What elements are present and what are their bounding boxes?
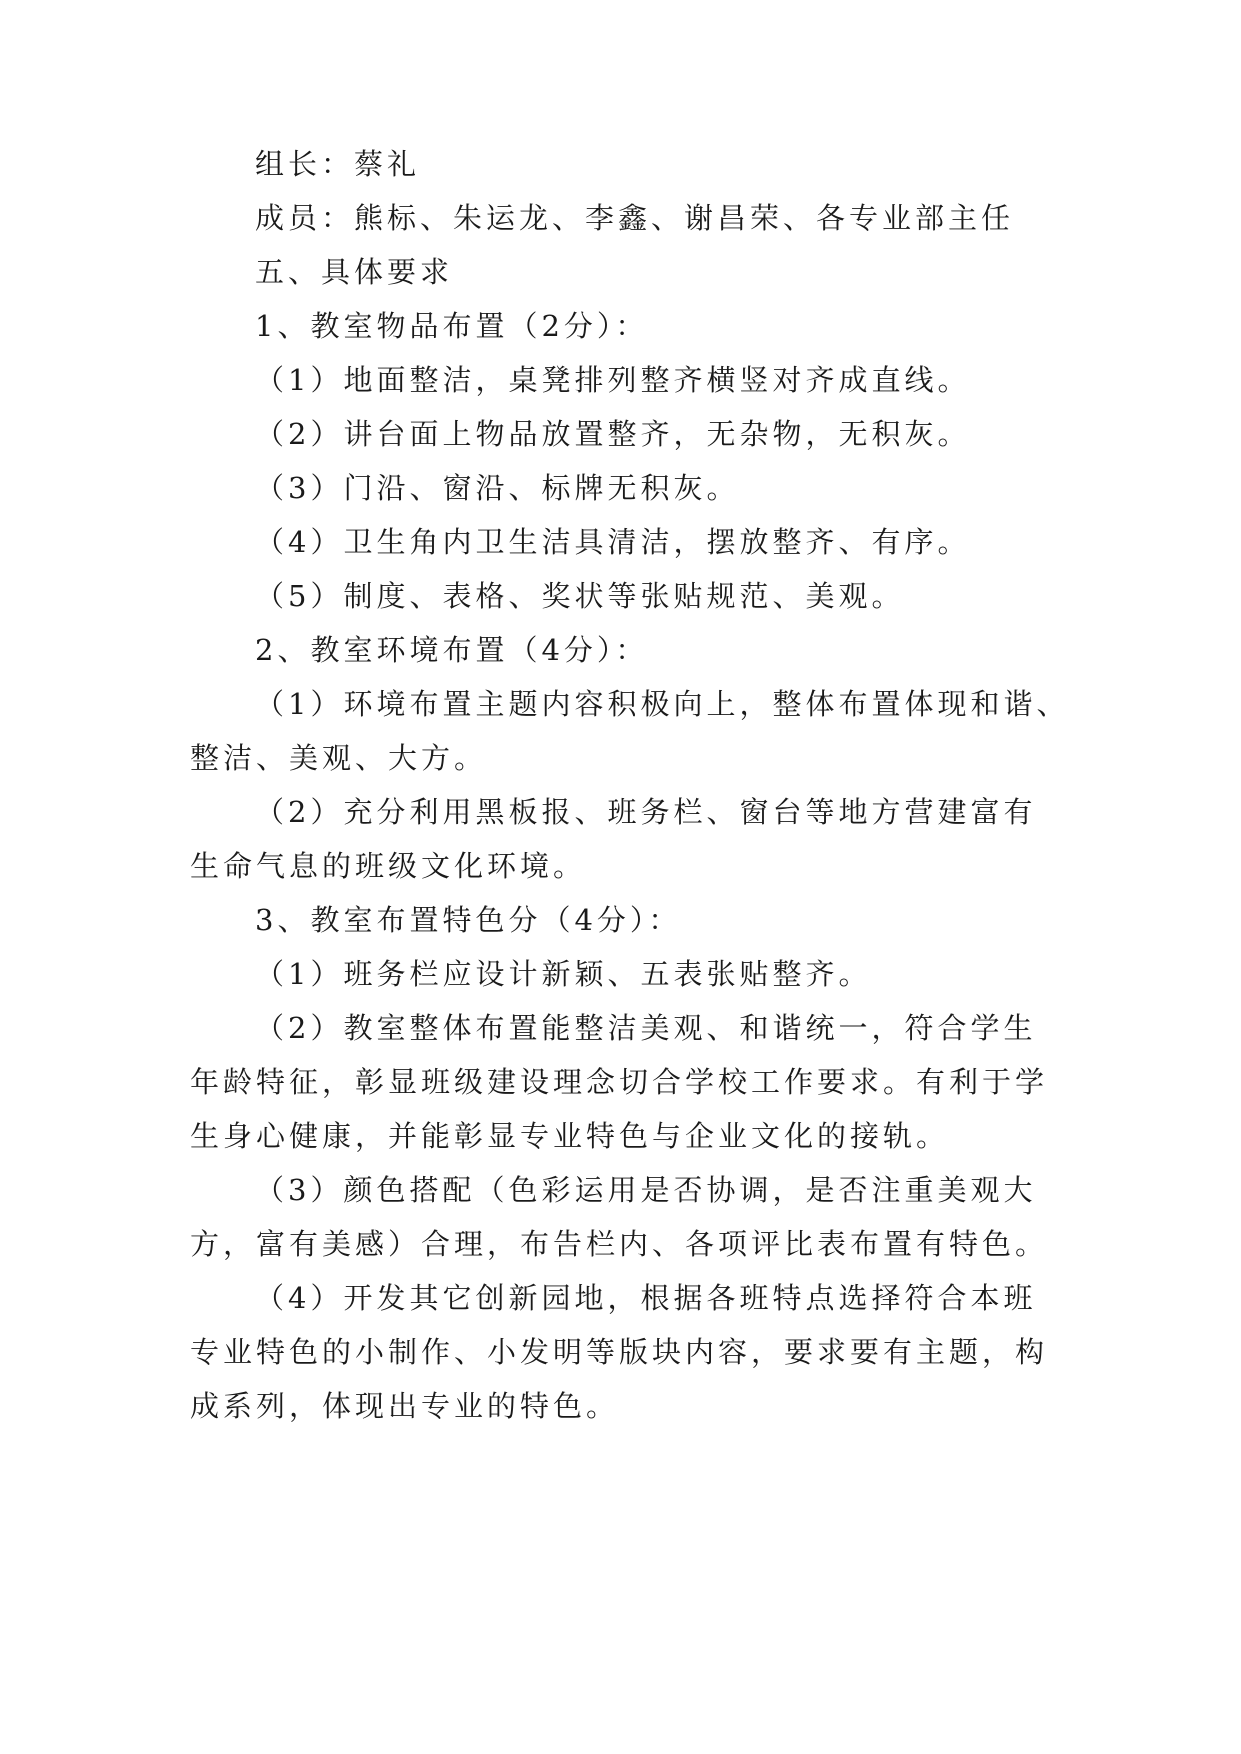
section-heading: 五、具体要求 xyxy=(255,255,454,289)
item-3-2-line-3: 生身心健康，并能彰显专业特色与企业文化的接轨。 xyxy=(190,1119,950,1153)
item-2-2-line-2: 生命气息的班级文化环境。 xyxy=(190,849,587,883)
item-3-4-line-2: 专业特色的小制作、小发明等版块内容，要求要有主题，构 xyxy=(190,1335,1049,1369)
item-3-2-line-2: 年龄特征，彰显班级建设理念切合学校工作要求。有利于学 xyxy=(190,1065,1049,1099)
item-heading-3: 3、教室布置特色分（4分）： xyxy=(255,903,682,937)
leader-line: 组长：蔡礼 xyxy=(255,147,421,181)
item-1-4: （4）卫生角内卫生洁具清洁，摆放整齐、有序。 xyxy=(255,525,971,559)
item-1-2: （2）讲台面上物品放置整齐，无杂物，无积灰。 xyxy=(255,417,971,451)
item-1-1: （1）地面整洁，桌凳排列整齐横竖对齐成直线。 xyxy=(255,363,971,397)
item-3-3-line-1: （3）颜色搭配（色彩运用是否协调，是否注重美观大 xyxy=(255,1173,1037,1207)
item-3-4-line-3: 成系列，体现出专业的特色。 xyxy=(190,1389,620,1423)
item-2-2-line-1: （2）充分利用黑板报、班务栏、窗台等地方营建富有 xyxy=(255,795,1037,829)
item-heading-1: 1、教室物品布置（2分）： xyxy=(255,309,649,343)
item-1-3: （3）门沿、窗沿、标牌无积灰。 xyxy=(255,471,740,505)
members-line: 成员：熊标、朱运龙、李鑫、谢昌荣、各专业部主任 xyxy=(255,201,1015,235)
item-3-1: （1）班务栏应设计新颖、五表张贴整齐。 xyxy=(255,957,872,991)
item-2-1-line-2: 整洁、美观、大方。 xyxy=(190,741,488,775)
item-3-4-line-1: （4）开发其它创新园地，根据各班特点选择符合本班 xyxy=(255,1281,1037,1315)
item-1-5: （5）制度、表格、奖状等张贴规范、美观。 xyxy=(255,579,905,613)
item-3-3-line-2: 方，富有美感）合理，布告栏内、各项评比表布置有特色。 xyxy=(190,1227,1049,1261)
item-3-2-line-1: （2）教室整体布置能整洁美观、和谐统一，符合学生 xyxy=(255,1011,1037,1045)
item-2-1-line-1: （1）环境布置主题内容积极向上，整体布置体现和谐、 xyxy=(255,687,1070,721)
item-heading-2: 2、教室环境布置（4分）： xyxy=(255,633,649,667)
